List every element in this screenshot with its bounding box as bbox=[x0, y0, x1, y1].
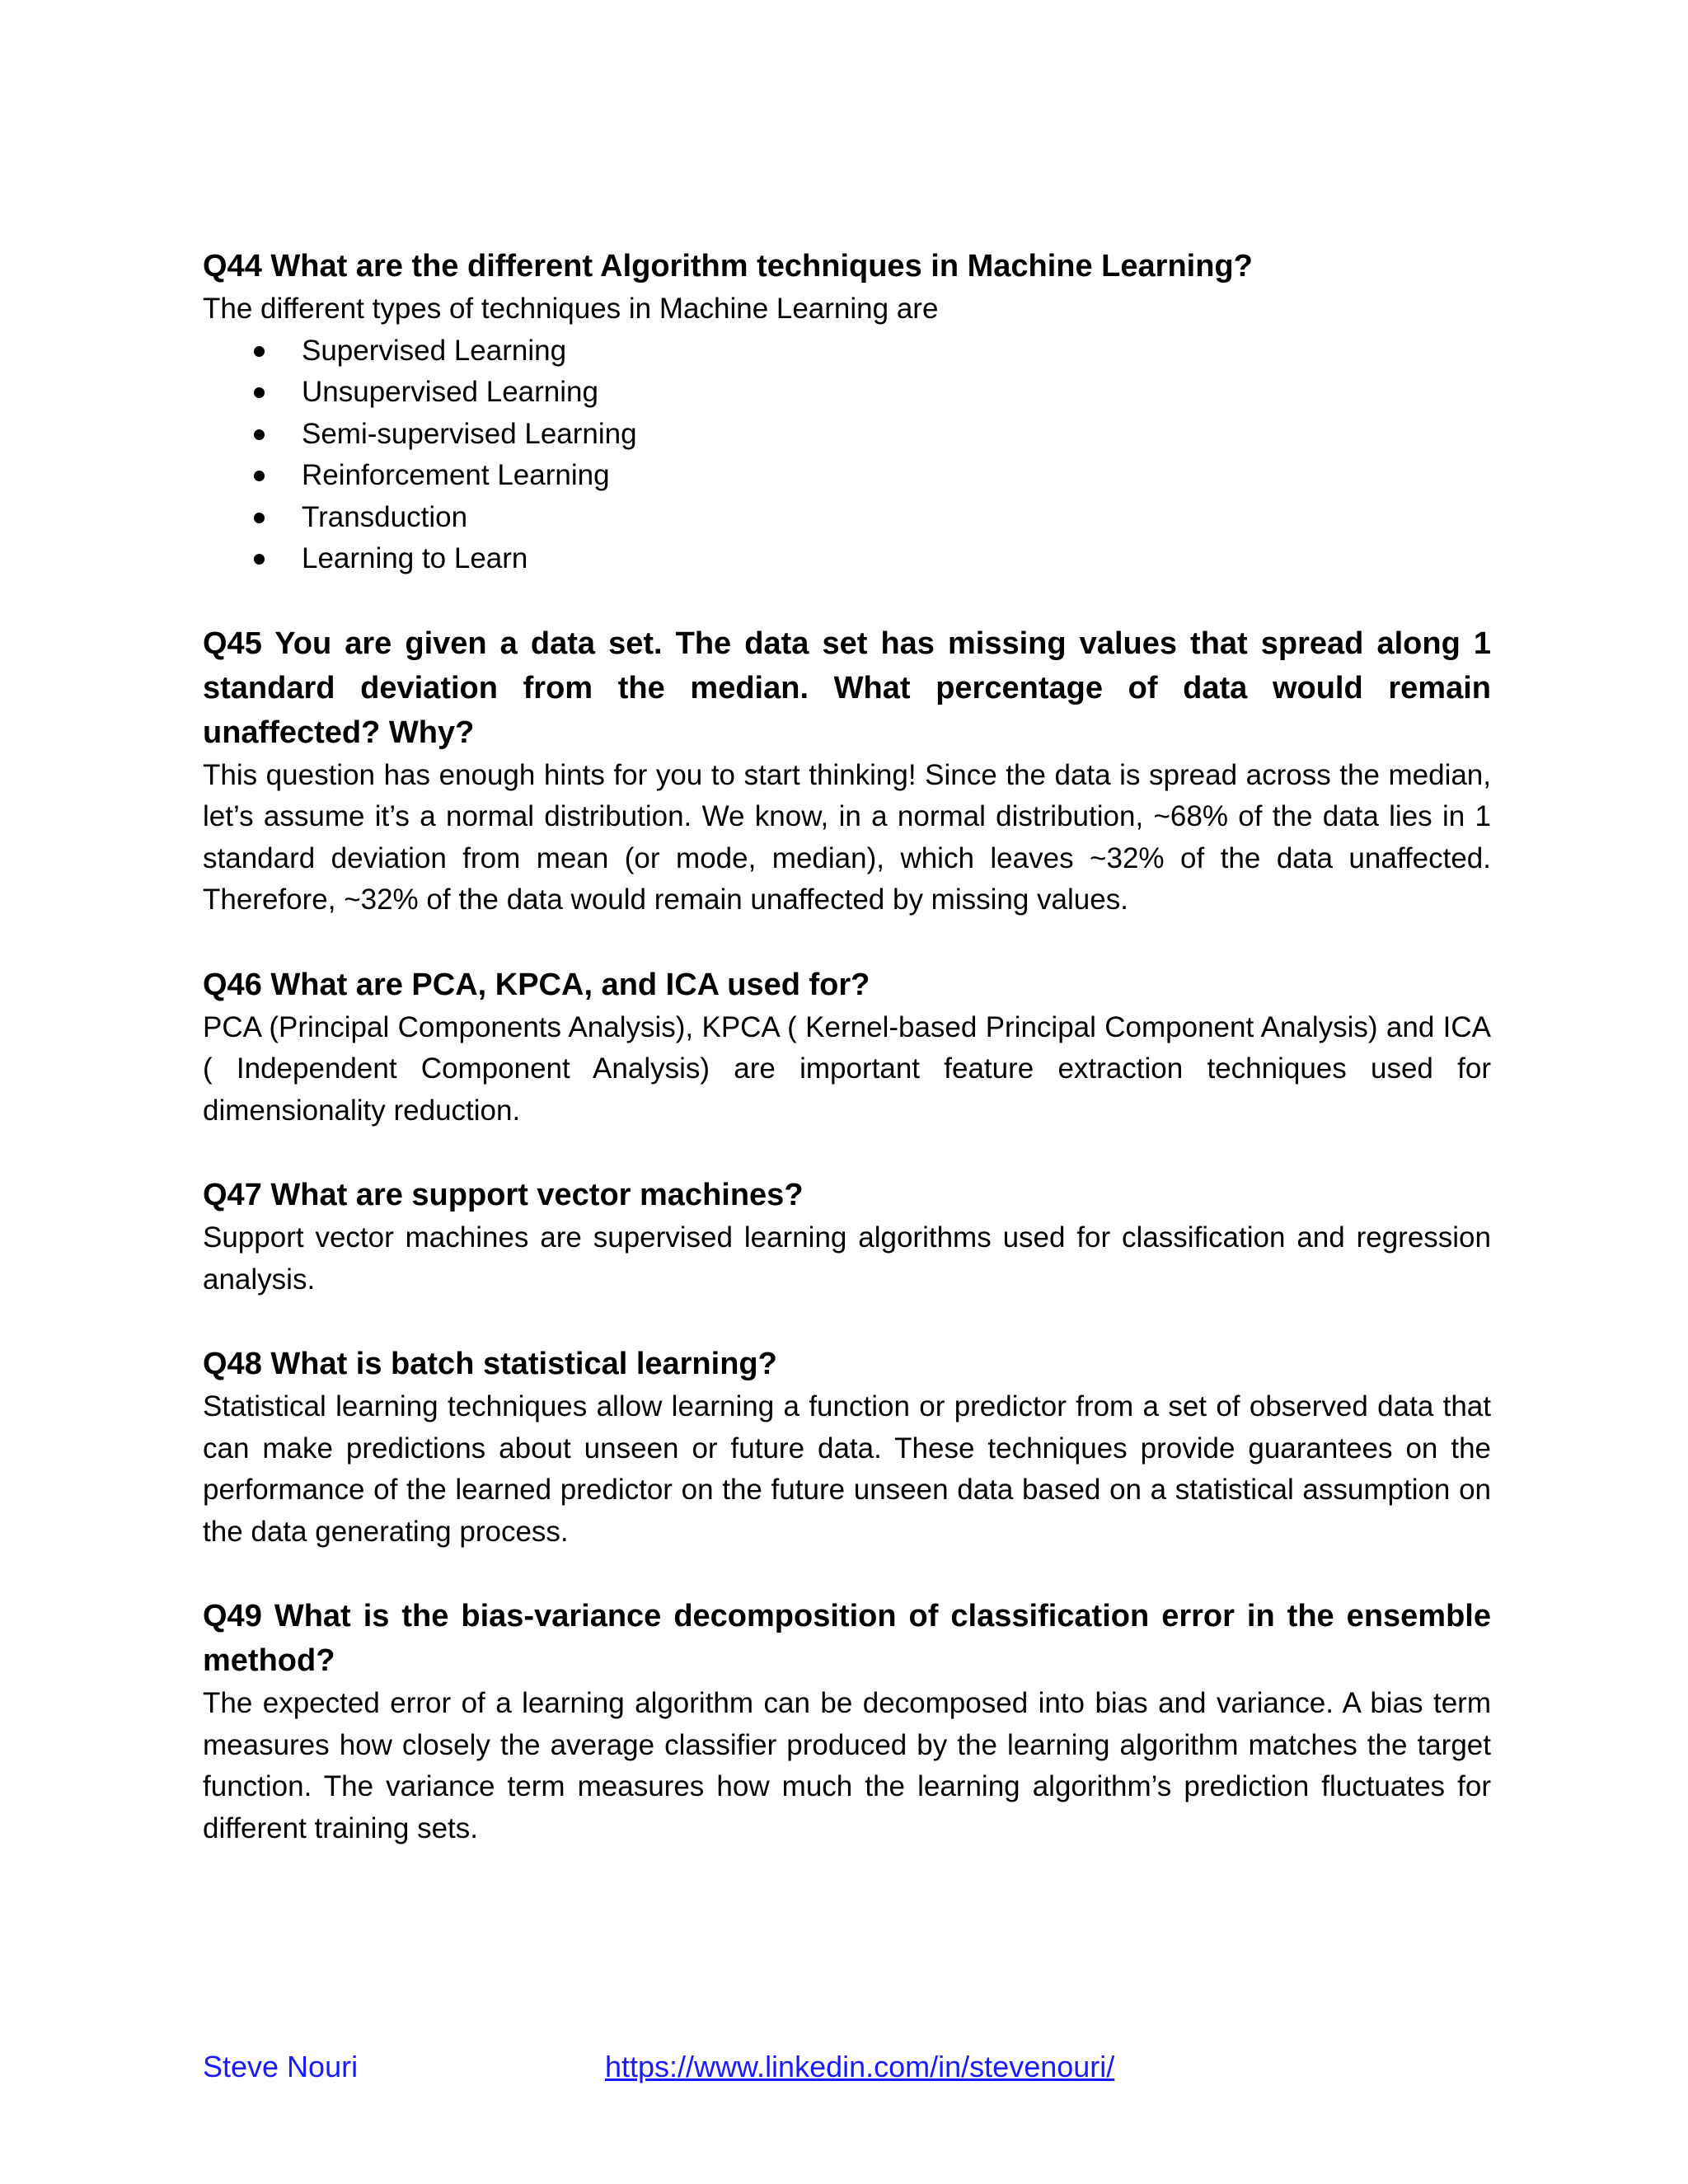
list-item: Reinforcement Learning bbox=[203, 455, 1491, 497]
bullet-icon bbox=[254, 346, 265, 357]
question-q47 bbox=[203, 1173, 1491, 1301]
answer-text: This question has enough hints for you to start thinking! Since the data is spread across the median, let’s assume it’s a normal distribution. We know, in a normal distribution, ~68% of the data lies in 1 standard deviation from mean (or mode, median), which leaves ~32% of the data unaffected. Therefore, ~32% of the data would remain unaffected by missing values. bbox=[203, 758, 1491, 916]
list-item: Semi-supervised Learning bbox=[203, 414, 1491, 456]
question-heading: Q44 What are the different Algorithm techniques in Machine Learning? bbox=[203, 249, 1253, 284]
question-q48 bbox=[203, 1342, 1491, 1553]
bullet-icon bbox=[254, 471, 265, 481]
list-item: Learning to Learn bbox=[203, 538, 1491, 580]
answer-text: Support vector machines are supervised learning algorithms used for classification and regression analysis. bbox=[203, 1221, 1491, 1296]
question-q46 bbox=[203, 963, 1491, 1132]
question-heading: Q49 What is the bias-variance decomposition of classification error in the ensemble method? bbox=[203, 1599, 1491, 1678]
question-heading: Q45 You are given a data set. The data set has missing values that spread along 1 standard deviation from the median. What percentage of data would remain unaffected? Why? bbox=[203, 626, 1491, 750]
question-q44 bbox=[203, 244, 1491, 580]
linkedin-link[interactable]: https://www.linkedin.com/in/stevenouri/ bbox=[605, 2050, 1115, 2083]
author-name: Steve Nouri bbox=[203, 2050, 359, 2083]
bullet-icon bbox=[254, 554, 265, 565]
list-item: Transduction bbox=[203, 497, 1491, 539]
list-item: Supervised Learning bbox=[203, 330, 1491, 373]
question-q45 bbox=[203, 621, 1491, 921]
question-heading: Q47 What are support vector machines? bbox=[203, 1178, 804, 1212]
answer-text: Statistical learning techniques allow learning a function or predictor from a set of observed data that can make predictions about unseen or future data. These techniques provide guarantees on the performance of the learned predictor on the future unseen data based on a statistical assumption on the data generating process. bbox=[203, 1390, 1491, 1548]
technique-list bbox=[203, 330, 1491, 580]
question-heading: Q48 What is batch statistical learning? bbox=[203, 1347, 777, 1381]
page-footer bbox=[0, 2046, 1688, 2088]
question-q49 bbox=[203, 1594, 1491, 1849]
bullet-icon bbox=[254, 429, 265, 440]
document-body bbox=[203, 244, 1491, 1849]
bullet-icon bbox=[254, 387, 265, 398]
answer-text: The expected error of a learning algorithm can be decomposed into bias and variance. A bias term measures how closely the average classifier produced by the learning algorithm matches the target function. The variance term measures how much the learning algorithm’s prediction fluctuates for different training sets. bbox=[203, 1687, 1491, 1844]
answer-text: The different types of techniques in Machine Learning are bbox=[203, 293, 939, 325]
list-item: Unsupervised Learning bbox=[203, 372, 1491, 414]
question-heading: Q46 What are PCA, KPCA, and ICA used for? bbox=[203, 967, 870, 1002]
bullet-icon bbox=[254, 513, 265, 523]
answer-text: PCA (Principal Components Analysis), KPCA ( Kernel-based Principal Component Analysis) and ICA ( Independent Component Analysis) are important feature extraction techniques used for dimensionality reduction. bbox=[203, 1010, 1491, 1127]
